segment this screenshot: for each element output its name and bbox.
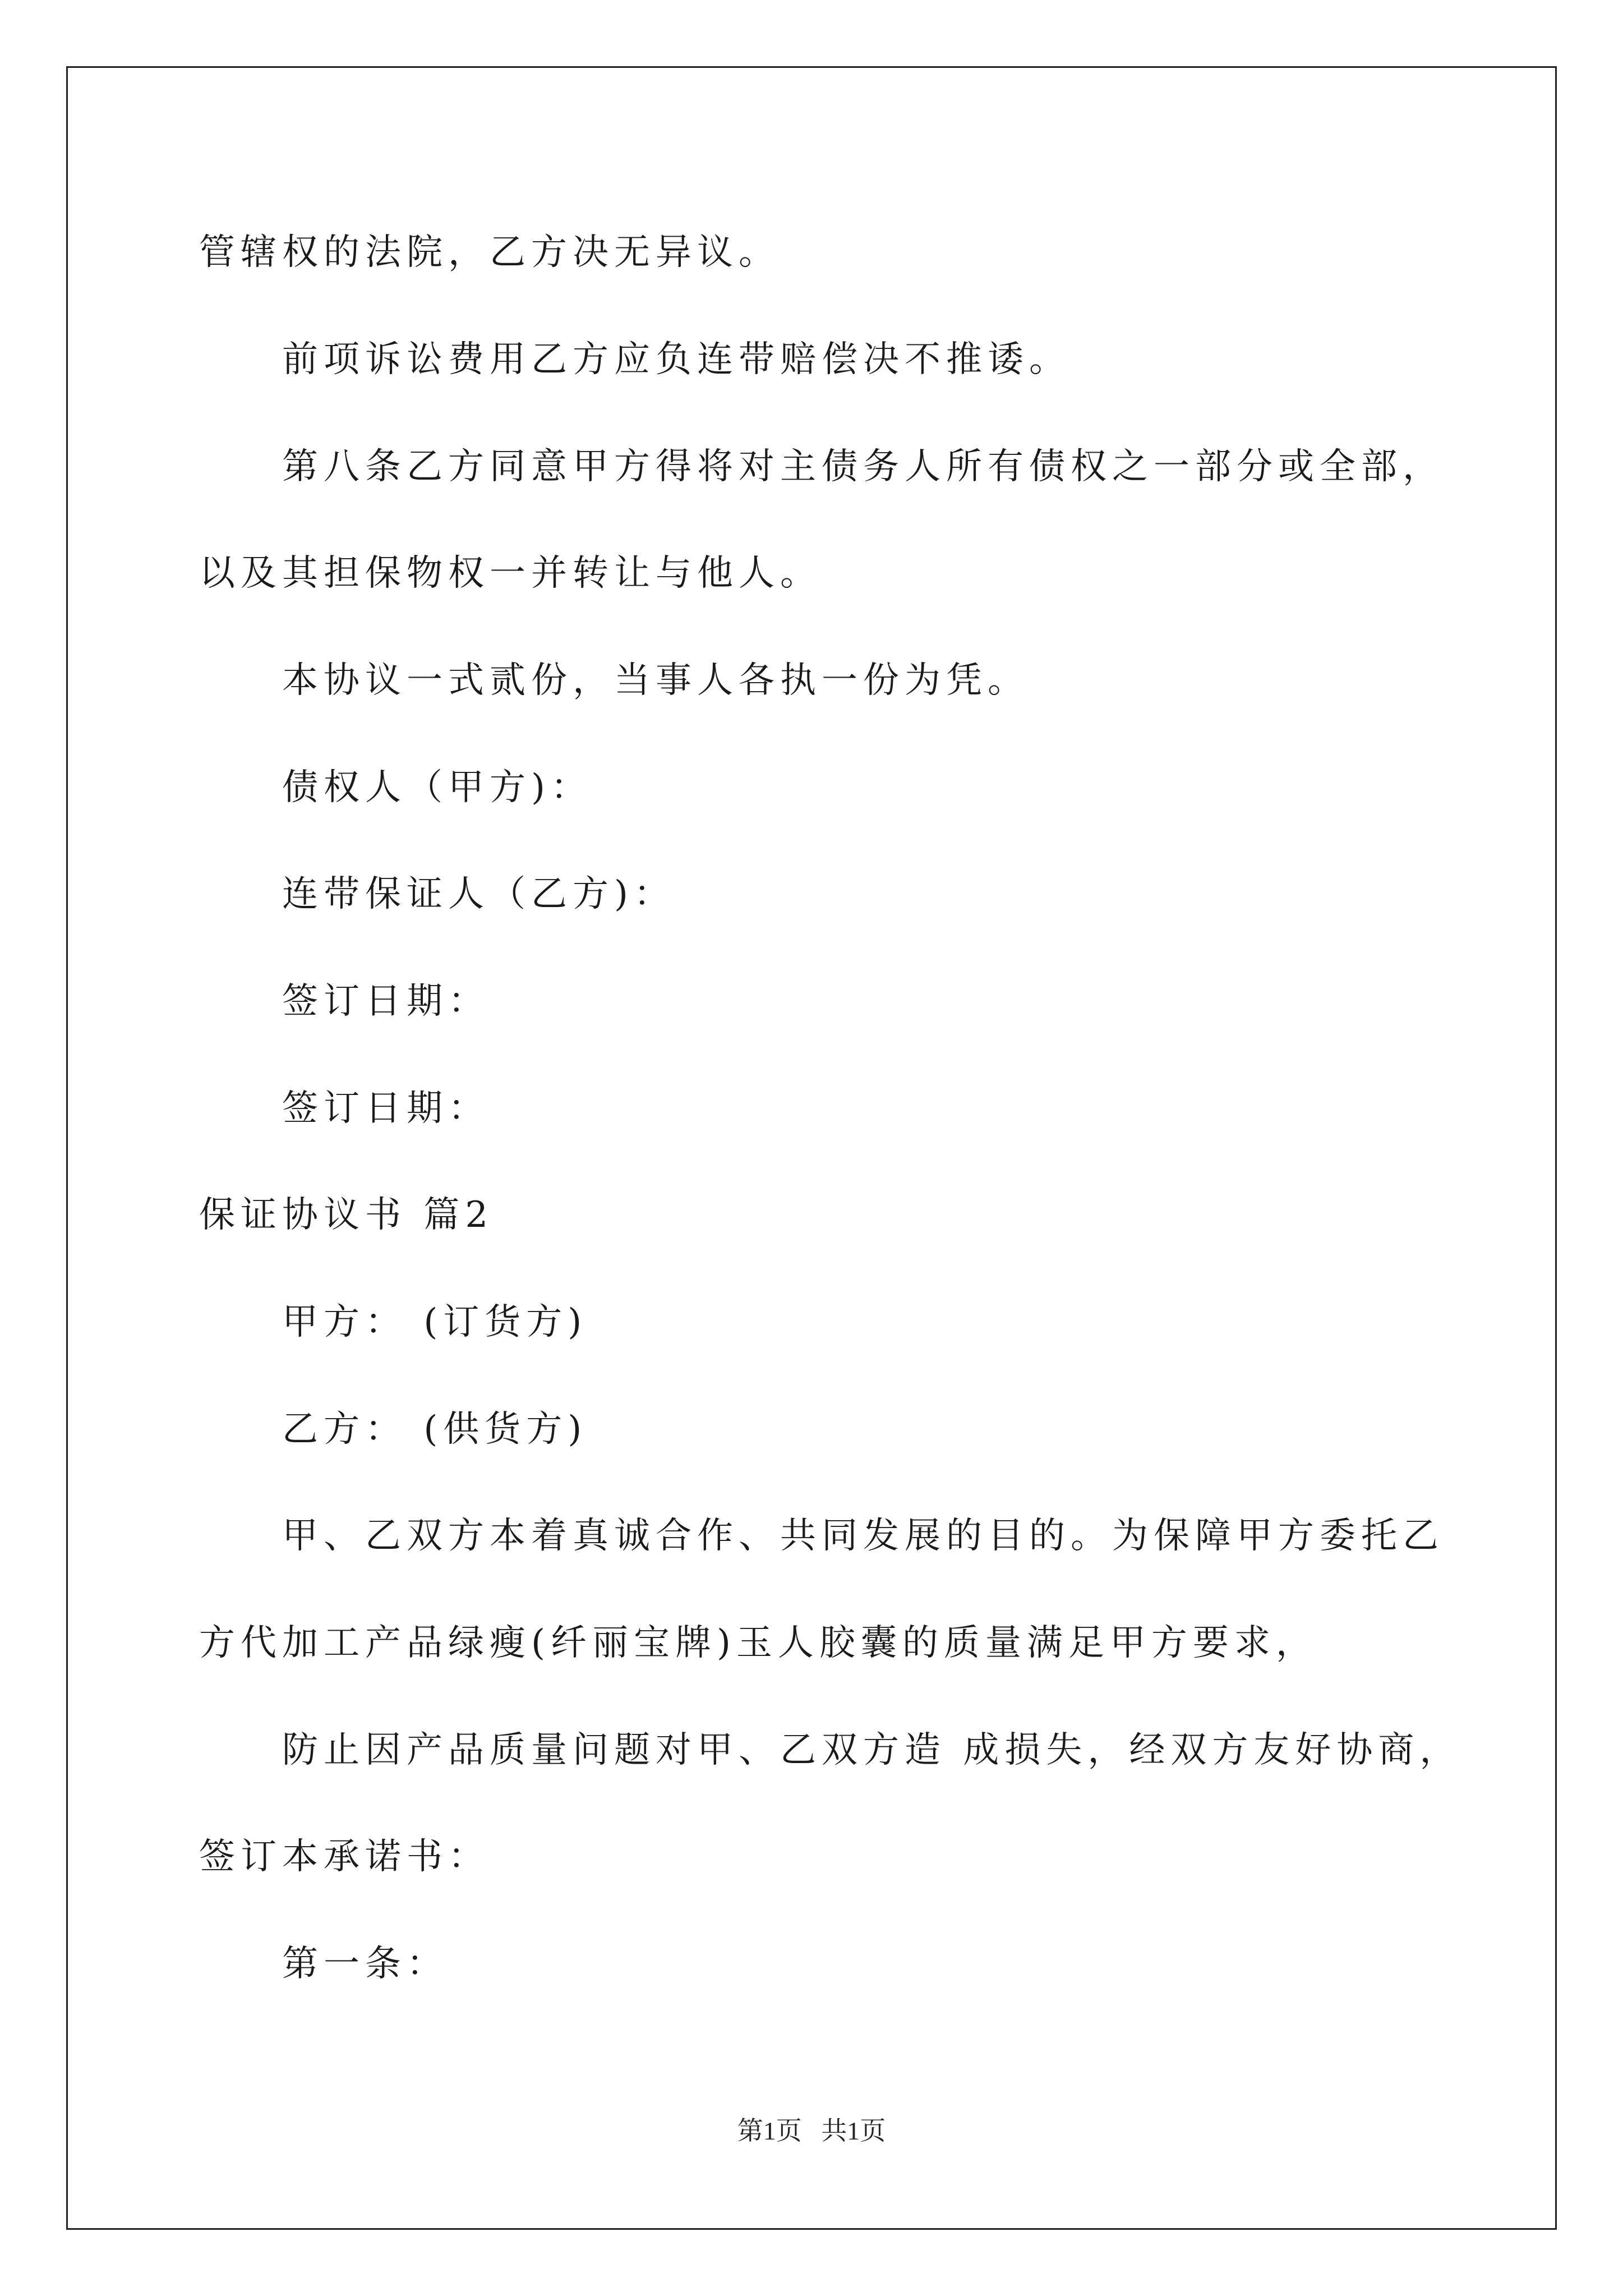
text-line: 前项诉讼费用乙方应负连带赔偿决不推诿。 — [282, 339, 1071, 380]
text-line: 防止因产品质量问题对甲、乙双方造 成损失，经双方友好协商， — [282, 1729, 1461, 1771]
text-line: 第一条： — [282, 1943, 448, 1985]
text-line: 连带保证人（乙方)： — [282, 873, 675, 915]
text-line: 管辖权的法院，乙方决无异议。 — [199, 232, 780, 273]
page-border — [66, 66, 1557, 2230]
text-line: 第八条乙方同意甲方得将对主债务人所有债权之一部分或全部， — [282, 446, 1444, 487]
text-line: 签订日期： — [282, 1088, 490, 1129]
text-line: 债权人（甲方)： — [282, 767, 592, 808]
text-line: 甲、乙双方本着真诚合作、共同发展的目的。为保障甲方委托乙 — [282, 1515, 1444, 1557]
text-line: 本协议一式贰份，当事人各执一份为凭。 — [282, 660, 1029, 701]
text-line: 签订日期： — [282, 981, 490, 1022]
text-line: 方代加工产品绿瘦(纤丽宝牌)玉人胶囊的质量满足甲方要求， — [199, 1622, 1317, 1664]
text-line: 甲方： (订货方) — [282, 1301, 588, 1343]
section-heading: 保证协议书 篇2 — [199, 1194, 494, 1236]
page-footer: 第1页 共1页 — [737, 2116, 886, 2145]
text-line: 以及其担保物权一并转让与他人。 — [199, 553, 822, 594]
text-line: 签订本承诺书： — [199, 1836, 490, 1878]
text-line: 乙方： (供货方) — [282, 1409, 588, 1450]
